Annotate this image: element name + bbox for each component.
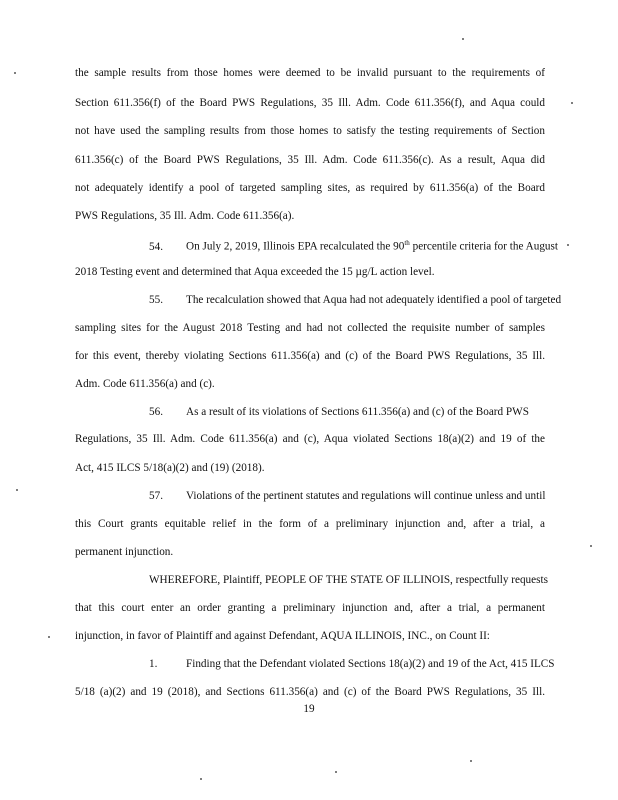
text-line: not adequately identify a pool of targeted sampling sites, as required by 611.356(a) of the Board (75, 182, 545, 194)
item-1-line: 1. Finding that the Defendant violated Sections 18(a)(2) and 19 of the Act, 415 ILCS (149, 658, 555, 670)
item-number: 1. (149, 658, 158, 670)
text-line: not have used the sampling results from those homes to satisfy the testing requirements of Section (75, 125, 545, 137)
text-line: Act, 415 ILCS 5/18(a)(2) and (19) (2018). (75, 462, 265, 474)
text-line: the sample results from those homes were deemed to be invalid pursuant to the requirements of (75, 67, 545, 79)
paragraph-56-line: 56. As a result of its violations of Sections 611.356(a) and (c) of the Board PWS (149, 406, 529, 418)
scan-speck (335, 771, 337, 773)
text-line: PWS Regulations, 35 Ill. Adm. Code 611.356(a). (75, 210, 295, 222)
text-line: 5/18 (a)(2) and 19 (2018), and Sections 611.356(a) and (c) of the Board PWS Regulations, 35 Ill. (75, 686, 545, 698)
text-line: 2018 Testing event and determined that Aqua exceeded the 15 µg/L action level. (75, 266, 435, 278)
text-line: Section 611.356(f) of the Board PWS Regulations, 35 Ill. Adm. Code 611.356(f), and Aqua could (75, 97, 545, 109)
scan-speck (14, 72, 16, 74)
scan-speck (590, 545, 592, 547)
wherefore-line: WHEREFORE, Plaintiff, PEOPLE OF THE STATE OF ILLINOIS, respectfully requests (149, 574, 548, 586)
text-line: this Court grants equitable relief in the form of a preliminary injunction and, after a trial, a (75, 518, 545, 530)
scan-speck (16, 489, 18, 491)
paragraph-55-line: 55. The recalculation showed that Aqua had not adequately identified a pool of targeted (149, 294, 562, 306)
paragraph-number: 56. (149, 406, 163, 418)
page-number: 19 (303, 703, 315, 715)
text-line: permanent injunction. (75, 546, 174, 558)
scan-speck (200, 778, 202, 780)
paragraph-57-line: 57. Violations of the pertinent statutes and regulations will continue unless and until (149, 490, 546, 502)
scan-speck (567, 244, 569, 246)
text-line: sampling sites for the August 2018 Testing and had not collected the requisite number of samples (75, 322, 545, 334)
scan-speck (462, 38, 464, 40)
scan-speck (571, 102, 573, 104)
text-line: for this event, thereby violating Sections 611.356(a) and (c) of the Board PWS Regulations, 35 Ill. (75, 350, 545, 362)
scan-speck (470, 760, 472, 762)
text-line: injunction, in favor of Plaintiff and against Defendant, AQUA ILLINOIS, INC., on Count II: (75, 630, 490, 642)
paragraph-54-line: 54. On July 2, 2019, Illinois EPA recalculated the 90th percentile criteria for the August (149, 239, 558, 253)
text-line: Adm. Code 611.356(a) and (c). (75, 378, 215, 390)
scan-speck (48, 636, 50, 638)
text-line: that this court enter an order granting a preliminary injunction and, after a trial, a permanent (75, 602, 545, 614)
paragraph-number: 54. (149, 240, 163, 253)
text-line: Regulations, 35 Ill. Adm. Code 611.356(a) and (c), Aqua violated Sections 18(a)(2) and 19 of the (75, 433, 545, 445)
text-line: 611.356(c) of the Board PWS Regulations, 35 Ill. Adm. Code 611.356(c). As a result, Aqua did (75, 154, 545, 166)
paragraph-number: 57. (149, 490, 163, 502)
paragraph-number: 55. (149, 294, 163, 306)
